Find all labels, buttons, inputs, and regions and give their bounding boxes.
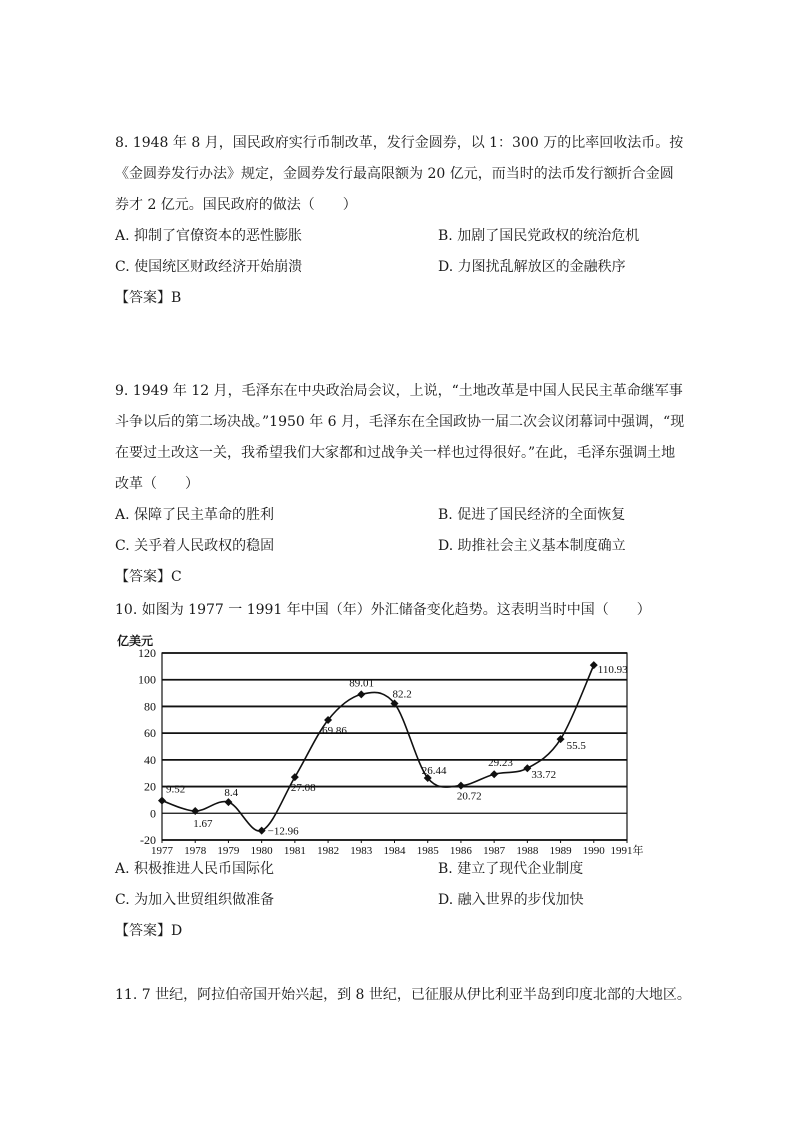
options-row [115, 221, 685, 252]
data-label: 55.5 [566, 740, 586, 753]
x-tick-label: 1978 [184, 845, 207, 857]
option-a[interactable]: A. 积极推进人民币国际化 [115, 861, 275, 877]
y-tick-label: 60 [144, 726, 156, 741]
chart-grid [162, 653, 627, 843]
data-point [158, 797, 166, 805]
plot-frame [162, 653, 627, 840]
y-tick-label: 0 [150, 806, 156, 821]
question-10-options [115, 854, 685, 947]
y-tick-label: -20 [140, 833, 156, 847]
x-tick-label: 1985 [416, 845, 439, 857]
x-tick-label: 1980 [250, 845, 273, 857]
data-label: 29.23 [488, 757, 513, 770]
option-a[interactable]: A. 保障了民主革命的胜利 [115, 507, 275, 523]
data-point [490, 770, 498, 778]
series-line [162, 665, 594, 831]
data-labels [166, 664, 628, 837]
y-axis-label: 亿美元 [117, 634, 154, 648]
question-stem: 9. 1949 年 12 月，毛泽东在中央政治局会议，上说，“土地改革是中国人民民主革命继军事斗争以后的第二场决战。”1950 年 6 月，毛泽东在全国政协一届二次会议闭幕词中强调，“现在要过土改这一关，我希望我们大家都和过战争关一样也过得很好。”在此，毛泽东强调土地改革（ ） [115, 383, 685, 492]
data-markers [158, 661, 598, 834]
answer-label: 【答案】 [115, 923, 171, 939]
question-9 [115, 376, 685, 593]
option-a[interactable]: A. 抑制了官僚资本的恶性膨胀 [115, 228, 303, 244]
data-label: 82.2 [392, 688, 412, 701]
data-label: 9.52 [166, 783, 186, 796]
option-b[interactable]: B. 建立了现代企业制度 [438, 861, 584, 877]
data-point [457, 782, 465, 790]
answer-line [115, 283, 685, 314]
option-d[interactable]: D. 助推社会主义基本制度确立 [438, 538, 626, 554]
answer-label: 【答案】 [115, 290, 171, 306]
data-label: 20.72 [456, 790, 482, 803]
forex-reserve-chart [112, 632, 672, 857]
data-label: 110.93 [597, 664, 628, 677]
options-row [115, 531, 685, 562]
x-tick-label: 1977 [151, 845, 173, 857]
answer-value: B [171, 290, 182, 306]
option-c[interactable]: C. 为加入世贸组织做准备 [115, 892, 275, 908]
x-tick-label: 1981 [283, 845, 306, 857]
x-tick-label: 1987 [483, 845, 506, 857]
option-b[interactable]: B. 促进了国民经济的全面恢复 [438, 507, 626, 523]
question-11-stem: 11. 7 世纪，阿拉伯帝国开始兴起，到 8 世纪，已征服从伊比利亚半岛到印度北部的大地区。 [115, 987, 691, 1003]
answer-value: D [171, 923, 183, 939]
option-c[interactable]: C. 关乎着人民政权的稳固 [115, 538, 275, 554]
x-tick-label: 1983 [350, 845, 373, 857]
y-tick-label: 100 [138, 672, 156, 687]
data-label: −12.96 [267, 825, 299, 838]
options-row [115, 252, 685, 283]
answer-label: 【答案】 [115, 569, 171, 585]
y-tick-label: 80 [144, 699, 156, 714]
y-tick-label: 40 [144, 752, 156, 767]
x-tick-label: 1991年 [610, 845, 644, 857]
data-label: 69.86 [322, 724, 347, 737]
x-tick-label: 1990 [582, 845, 605, 857]
data-point [291, 773, 299, 781]
data-point [590, 661, 598, 669]
options-row [115, 854, 685, 885]
answer-line [115, 916, 685, 947]
x-tick-label: 1989 [549, 845, 572, 857]
x-tick-label: 1982 [317, 845, 340, 857]
data-label: 89.01 [349, 677, 375, 690]
data-label: 27.08 [290, 782, 316, 795]
option-c[interactable]: C. 使国统区财政经济开始崩溃 [115, 259, 303, 275]
question-8 [115, 128, 685, 314]
y-tick-label: 120 [138, 646, 156, 660]
x-tick-label: 1979 [217, 845, 240, 857]
data-label: 1.67 [193, 818, 213, 831]
options-row [115, 500, 685, 531]
option-b[interactable]: B. 加剧了国民党政权的统治危机 [438, 228, 640, 244]
data-label: 8.4 [224, 787, 239, 800]
data-point [357, 690, 365, 698]
y-tick-label: 20 [144, 779, 156, 794]
question-stem: 8. 1948 年 8 月，国民政府实行币制改革，发行金圆券，以 1：300 万的比率回收法币。按《金圆券发行办法》规定，金圆券发行最高限额为 20 亿元，而当时的法币发行额折合金圆券才 2 亿元。国民政府的做法（ ） [115, 135, 684, 213]
data-label: 26.44 [421, 764, 447, 777]
y-tick-labels [138, 646, 156, 847]
options-row [115, 885, 685, 916]
answer-line [115, 562, 685, 593]
data-point [224, 798, 232, 806]
x-tick-label: 1986 [449, 845, 472, 857]
option-d[interactable]: D. 融入世界的步伐加快 [438, 892, 584, 908]
answer-value: C [171, 569, 182, 585]
x-tick-label: 1984 [383, 845, 406, 857]
x-tick-label: 1988 [516, 845, 539, 857]
option-d[interactable]: D. 力图扰乱解放区的金融秩序 [438, 259, 626, 275]
data-point [258, 827, 266, 835]
data-label: 33.72 [531, 769, 557, 782]
question-10-stem: 10. 如图为 1977 一 1991 年中国（年）外汇储备变化趋势。这表明当时中国（ ） [115, 602, 651, 618]
data-point [523, 764, 531, 772]
